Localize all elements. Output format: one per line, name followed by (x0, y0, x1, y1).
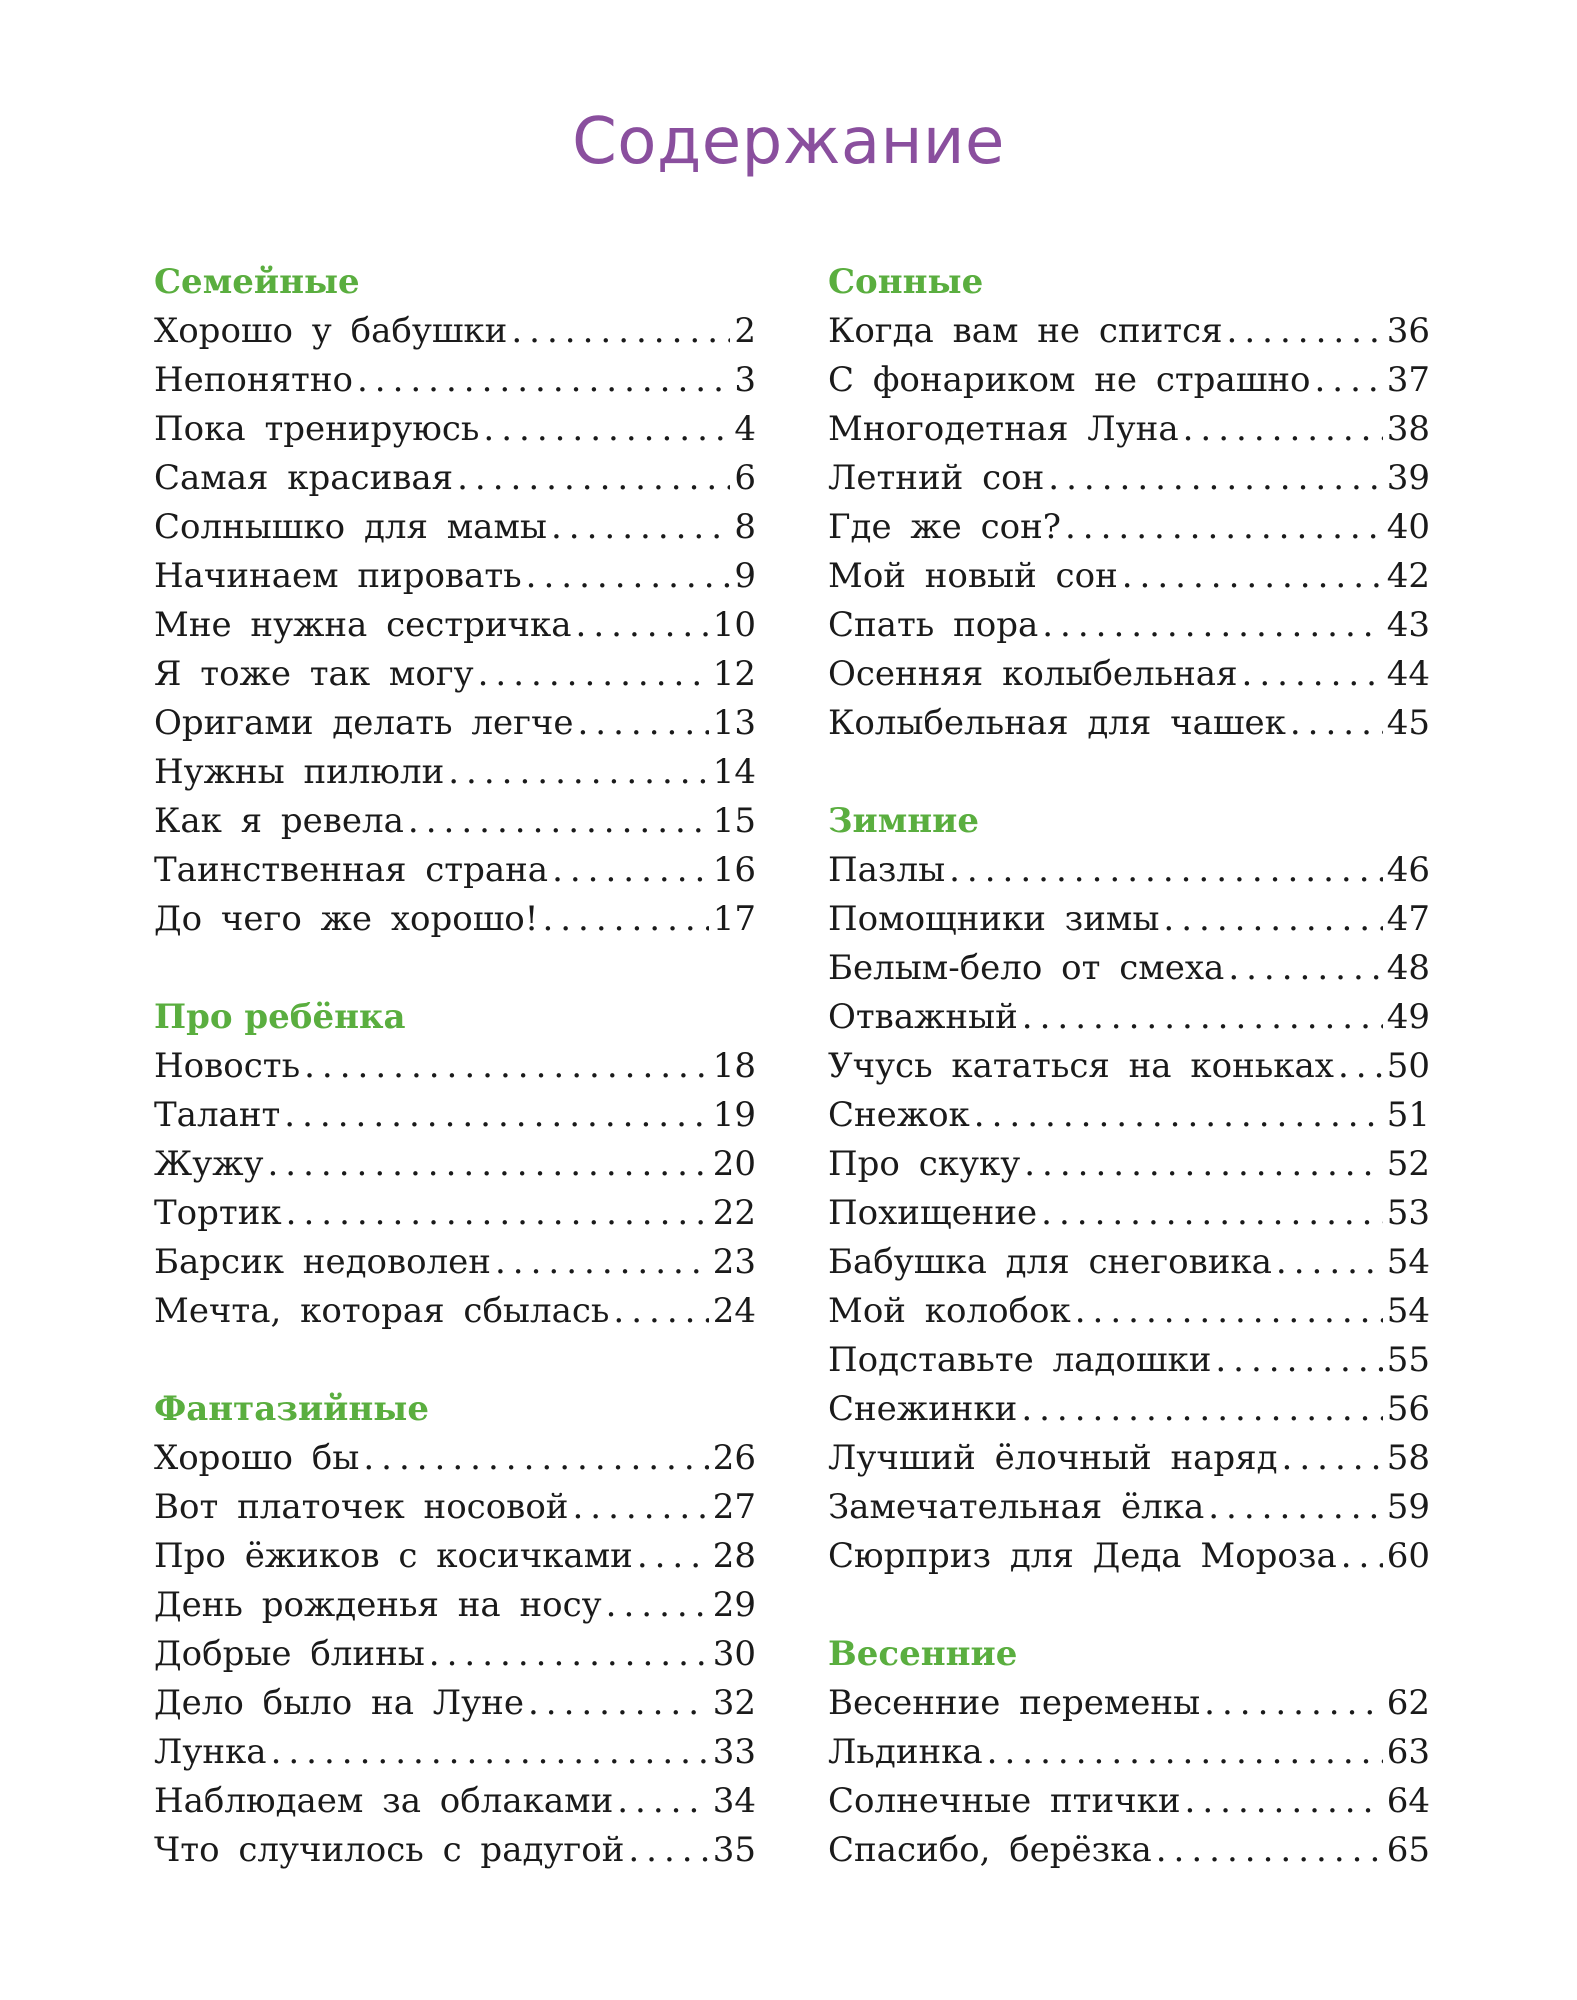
dot-leader (1208, 1483, 1382, 1532)
dot-leader (1041, 1189, 1383, 1238)
entry-title: Где же сон? (828, 507, 1061, 547)
page-number: 8 (734, 507, 756, 547)
dot-leader (304, 1042, 709, 1091)
entry-title: Новость (154, 1046, 301, 1086)
entry-title: Отважный (828, 997, 1018, 1037)
entry-title: Мечта, которая сбылась (154, 1291, 610, 1331)
toc-entry[interactable] (828, 1728, 1430, 1777)
toc-entry[interactable] (828, 1826, 1430, 1875)
entry-title: С фонариком не страшно (828, 360, 1311, 400)
section-title: Про ребёнка (154, 997, 406, 1037)
page-number: 16 (712, 850, 756, 890)
toc-entry[interactable] (828, 846, 1430, 895)
dot-leader (1185, 1777, 1383, 1826)
entry-title: Наблюдаем за облаками (154, 1781, 614, 1821)
toc-entry[interactable] (154, 1042, 756, 1091)
entry-title: Дело было на Луне (154, 1683, 524, 1723)
toc-entry[interactable] (154, 699, 756, 748)
toc-entry[interactable] (154, 1140, 756, 1189)
toc-entry[interactable] (154, 650, 756, 699)
dot-leader (457, 454, 730, 503)
page-number: 46 (1386, 850, 1430, 890)
page-number: 33 (712, 1732, 756, 1772)
entry-title: Когда вам не спится (828, 311, 1223, 351)
dot-leader (974, 1091, 1383, 1140)
entry-title: Осенняя колыбельная (828, 654, 1238, 694)
toc-section (828, 258, 1430, 748)
entry-title: Похищение (828, 1193, 1038, 1233)
page-number: 28 (712, 1536, 756, 1576)
entry-title: Весенние перемены (828, 1683, 1201, 1723)
page-number: 30 (712, 1634, 756, 1674)
entry-title: Сюрприз для Деда Мороза (828, 1536, 1337, 1576)
dot-leader (1022, 993, 1383, 1042)
dot-leader (286, 1189, 709, 1238)
dot-leader (1341, 1532, 1383, 1581)
entry-title: Хорошо бы (154, 1438, 360, 1478)
entry-title: Белым-бело от смеха (828, 948, 1225, 988)
toc-entry[interactable] (828, 1532, 1430, 1581)
toc-entry[interactable] (154, 1483, 756, 1532)
entry-title: Пазлы (828, 850, 946, 890)
page-number: 54 (1386, 1291, 1430, 1331)
entry-title: Снежок (828, 1095, 970, 1135)
toc-entry[interactable] (154, 503, 756, 552)
toc-entry[interactable] (828, 1777, 1430, 1826)
toc-entry[interactable] (828, 1091, 1430, 1140)
page-number: 37 (1386, 360, 1430, 400)
entry-title: Бабушка для снеговика (828, 1242, 1272, 1282)
page-number: 19 (712, 1095, 756, 1135)
entry-title: Тортик (154, 1193, 282, 1233)
toc-entry[interactable] (154, 1238, 756, 1287)
page-number: 52 (1386, 1144, 1430, 1184)
page-number: 40 (1386, 507, 1430, 547)
dot-leader (1338, 1042, 1383, 1091)
entry-title: Снежинки (828, 1389, 1018, 1429)
entry-title: Помощники зимы (828, 899, 1160, 939)
toc-entry[interactable] (154, 846, 756, 895)
dot-leader (448, 748, 708, 797)
page-number: 64 (1386, 1781, 1430, 1821)
page-number: 54 (1386, 1242, 1430, 1282)
section-title: Весенние (828, 1634, 1018, 1674)
page-number: 3 (734, 360, 756, 400)
toc-entry[interactable] (154, 307, 756, 356)
toc-entry[interactable] (828, 356, 1430, 405)
entry-title: Вот платочек носовой (154, 1487, 569, 1527)
dot-leader (495, 1238, 709, 1287)
toc-entry[interactable] (828, 699, 1430, 748)
dot-leader (1204, 1679, 1383, 1728)
entry-title: Лучший ёлочный наряд (828, 1438, 1278, 1478)
page-number: 49 (1386, 997, 1430, 1037)
entry-title: Солнышко для мамы (154, 507, 547, 547)
dot-leader (526, 552, 731, 601)
entry-title: Жужу (154, 1144, 264, 1184)
dot-leader (1215, 1336, 1382, 1385)
toc-entry[interactable] (154, 405, 756, 454)
toc-entry[interactable] (828, 944, 1430, 993)
page-number: 38 (1386, 409, 1430, 449)
entry-title: До чего же хорошо! (154, 899, 539, 939)
toc-entry[interactable] (828, 454, 1430, 503)
dot-leader (572, 1483, 708, 1532)
toc-entry[interactable] (154, 454, 756, 503)
page-number: 50 (1386, 1046, 1430, 1086)
toc-entry[interactable] (154, 895, 756, 944)
dot-leader (1314, 356, 1382, 405)
entry-title: Талант (154, 1095, 281, 1135)
section-title: Сонные (828, 262, 984, 302)
entry-title: Таинственная страна (154, 850, 549, 890)
dot-leader (576, 601, 709, 650)
toc-entry[interactable] (154, 1189, 756, 1238)
dot-leader (1042, 601, 1382, 650)
dot-leader (628, 1826, 708, 1875)
dot-leader (268, 1140, 709, 1189)
page-number: 43 (1386, 605, 1430, 645)
page-number: 14 (712, 752, 756, 792)
page-number: 51 (1386, 1095, 1430, 1135)
entry-title: Нужны пилюли (154, 752, 445, 792)
section-title: Зимние (828, 801, 980, 841)
page-number: 6 (734, 458, 756, 498)
page-number: 60 (1386, 1536, 1430, 1576)
toc-entry[interactable] (154, 1287, 756, 1336)
page-number: 39 (1386, 458, 1430, 498)
dot-leader (1021, 1385, 1382, 1434)
page-number: 65 (1386, 1830, 1430, 1870)
page-number: 63 (1386, 1732, 1430, 1772)
toc-entry[interactable] (154, 601, 756, 650)
entry-title: Как я ревела (154, 801, 404, 841)
entry-title: Добрые блины (154, 1634, 425, 1674)
page-number: 26 (712, 1438, 756, 1478)
page-number: 24 (712, 1291, 756, 1331)
entry-title: Мой новый сон (828, 556, 1118, 596)
toc-entry[interactable] (154, 1826, 756, 1875)
entry-title: Хорошо у бабушки (154, 311, 508, 351)
toc-entry[interactable] (828, 552, 1430, 601)
page-number: 45 (1386, 703, 1430, 743)
dot-leader (271, 1728, 709, 1777)
dot-leader (987, 1728, 1383, 1777)
page-number: 20 (712, 1144, 756, 1184)
dot-leader (1024, 1140, 1382, 1189)
page-number: 10 (712, 605, 756, 645)
toc-entry[interactable] (154, 1728, 756, 1777)
toc-section (828, 1630, 1430, 1875)
page-number: 47 (1386, 899, 1430, 939)
toc-column-right (828, 258, 1430, 1924)
toc-entry[interactable] (828, 1189, 1430, 1238)
entry-title: Начинаем пировать (154, 556, 522, 596)
toc-entry[interactable] (828, 1287, 1430, 1336)
dot-leader (1122, 552, 1383, 601)
page-number: 53 (1386, 1193, 1430, 1233)
page-number: 18 (712, 1046, 756, 1086)
toc-section (154, 258, 756, 944)
dot-leader (542, 895, 708, 944)
page-number: 32 (712, 1683, 756, 1723)
entry-title: Мой колобок (828, 1291, 1071, 1331)
toc-entry[interactable] (828, 1679, 1430, 1728)
entry-title: Непонятно (154, 360, 353, 400)
toc-column-left (154, 258, 756, 1924)
toc-entry[interactable] (828, 1140, 1430, 1189)
entry-title: Пока тренируюсь (154, 409, 480, 449)
toc-entry[interactable] (828, 1238, 1430, 1287)
page-number: 27 (712, 1487, 756, 1527)
toc-entry[interactable] (154, 1679, 756, 1728)
toc-entry[interactable] (828, 1042, 1430, 1091)
dot-leader (284, 1091, 708, 1140)
entry-title: Колыбельная для чашек (828, 703, 1286, 743)
entry-title: Самая красивая (154, 458, 454, 498)
toc-entry[interactable] (828, 1336, 1430, 1385)
section-title: Фантазийные (154, 1389, 430, 1429)
page-number: 9 (734, 556, 756, 596)
dot-leader (613, 1287, 708, 1336)
toc-entry[interactable] (828, 1434, 1430, 1483)
dot-leader (1282, 1434, 1383, 1483)
dot-leader (1227, 307, 1383, 356)
entry-title: Подставьте ладошки (828, 1340, 1212, 1380)
entry-title: Мне нужна сестричка (154, 605, 572, 645)
dot-leader (1156, 1826, 1383, 1875)
toc-entry[interactable] (828, 1483, 1430, 1532)
dot-leader (1228, 944, 1382, 993)
dot-leader (637, 1532, 709, 1581)
dot-leader (1163, 895, 1382, 944)
dot-leader (617, 1777, 709, 1826)
dot-leader (429, 1630, 709, 1679)
dot-leader (1048, 454, 1382, 503)
toc-entry[interactable] (154, 1434, 756, 1483)
page-number: 23 (712, 1242, 756, 1282)
toc-entry[interactable] (154, 1630, 756, 1679)
toc-section (154, 1385, 756, 1875)
toc-entry[interactable] (154, 1532, 756, 1581)
entry-title: Многодетная Луна (828, 409, 1179, 449)
page-number: 36 (1386, 311, 1430, 351)
dot-leader (1183, 405, 1383, 454)
dot-leader (606, 1581, 709, 1630)
entry-title: Спать пора (828, 605, 1039, 645)
toc-entry[interactable] (154, 552, 756, 601)
toc-section (154, 993, 756, 1336)
page-number: 35 (712, 1830, 756, 1870)
page-number: 17 (712, 899, 756, 939)
entry-title: Оригами делать легче (154, 703, 574, 743)
page-number: 15 (712, 801, 756, 841)
entry-title: Спасибо, берёзка (828, 1830, 1152, 1870)
dot-leader (511, 307, 730, 356)
page-number: 12 (712, 654, 756, 694)
toc-entry[interactable] (828, 1385, 1430, 1434)
dot-leader (478, 650, 709, 699)
page-number: 13 (712, 703, 756, 743)
entry-title: Барсик недоволен (154, 1242, 491, 1282)
entry-title: Про ёжиков с косичками (154, 1536, 633, 1576)
toc-section (828, 797, 1430, 1581)
dot-leader (357, 356, 730, 405)
entry-title: Солнечные птички (828, 1781, 1181, 1821)
dot-leader (577, 699, 708, 748)
page-number: 56 (1386, 1389, 1430, 1429)
dot-leader (1065, 503, 1383, 552)
dot-leader (551, 503, 730, 552)
toc-entry[interactable] (828, 307, 1430, 356)
page-number: 59 (1386, 1487, 1430, 1527)
page-number: 42 (1386, 556, 1430, 596)
toc-entry[interactable] (154, 1091, 756, 1140)
page-number: 22 (712, 1193, 756, 1233)
toc-entry[interactable] (828, 895, 1430, 944)
entry-title: Что случилось с радугой (154, 1830, 625, 1870)
toc-entry[interactable] (154, 1777, 756, 1826)
section-title: Семейные (154, 262, 360, 302)
dot-leader (408, 797, 709, 846)
page-number: 34 (712, 1781, 756, 1821)
page-number: 62 (1386, 1683, 1430, 1723)
entry-title: Льдинка (828, 1732, 983, 1772)
page-number: 44 (1386, 654, 1430, 694)
dot-leader (1276, 1238, 1383, 1287)
toc-entry[interactable] (828, 601, 1430, 650)
page-number: 55 (1386, 1340, 1430, 1380)
toc-entry[interactable] (828, 993, 1430, 1042)
dot-leader (483, 405, 730, 454)
dot-leader (1242, 650, 1383, 699)
entry-title: Лунка (154, 1732, 267, 1772)
page-number: 4 (734, 409, 756, 449)
entry-title: Я тоже так могу (154, 654, 474, 694)
page-title: Содержание (572, 105, 1005, 179)
dot-leader (1075, 1287, 1383, 1336)
entry-title: День рожденья на носу (154, 1585, 602, 1625)
dot-leader (949, 846, 1383, 895)
entry-title: Летний сон (828, 458, 1045, 498)
toc-entry[interactable] (154, 356, 756, 405)
toc-entry[interactable] (154, 797, 756, 846)
toc-entry[interactable] (154, 1581, 756, 1630)
page-number: 2 (734, 311, 756, 351)
dot-leader (363, 1434, 708, 1483)
toc-entry[interactable] (154, 748, 756, 797)
entry-title: Про скуку (828, 1144, 1021, 1184)
dot-leader (1290, 699, 1383, 748)
toc-entry[interactable] (828, 650, 1430, 699)
toc-entry[interactable] (828, 405, 1430, 454)
dot-leader (528, 1679, 709, 1728)
entry-title: Замечательная ёлка (828, 1487, 1205, 1527)
entry-title: Учусь кататься на коньках (828, 1046, 1334, 1086)
page-number: 29 (712, 1585, 756, 1625)
page-number: 48 (1386, 948, 1430, 988)
page-number: 58 (1386, 1438, 1430, 1478)
toc-entry[interactable] (828, 503, 1430, 552)
dot-leader (552, 846, 709, 895)
